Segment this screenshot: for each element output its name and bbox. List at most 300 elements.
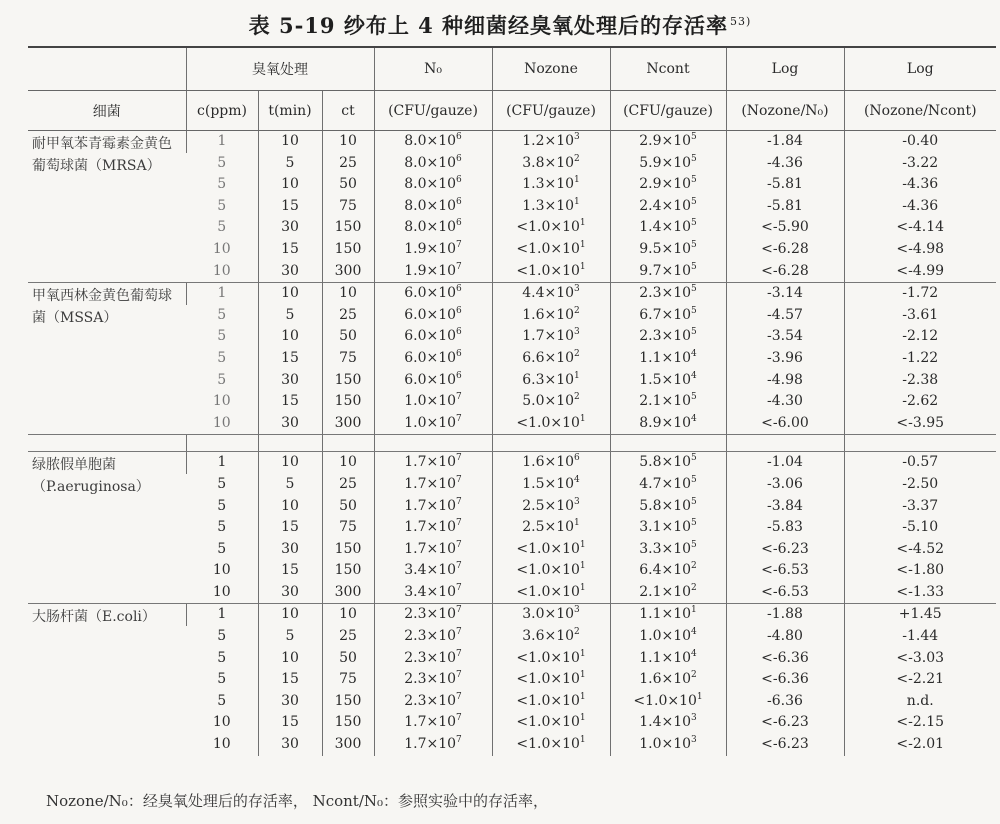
header-unit-n0: (CFU/gauze)	[374, 91, 492, 131]
cell-ncont-exponent: 2	[691, 561, 697, 572]
cell-nozone-exponent: 1	[574, 370, 580, 381]
reference-marker: 53)	[730, 15, 752, 28]
cell-ncont-mantissa: 9.7×10	[639, 262, 692, 279]
cell-ncont-mantissa: 5.9×10	[639, 154, 692, 171]
cell-nozone	[492, 261, 610, 283]
cell-log-nozone-n0: <-6.00	[726, 413, 844, 435]
cell-n0-exponent: 6	[456, 348, 462, 359]
cell-ct: 25	[322, 153, 374, 175]
cell-log-nozone-n0: -3.06	[726, 474, 844, 496]
cell-nozone	[492, 517, 610, 539]
cell-ncont	[610, 174, 726, 196]
cell-log-nozone-n0: <-6.36	[726, 669, 844, 691]
gap-cell	[28, 435, 186, 452]
cell-t-min: 15	[258, 669, 322, 691]
cell-log-nozone-ncont: <-4.14	[844, 217, 996, 239]
cell-n0-exponent: 7	[456, 239, 462, 250]
cell-ncont-exponent: 5	[691, 539, 697, 550]
cell-n0-mantissa: 1.9×10	[404, 262, 457, 279]
cell-c-ppm: 5	[217, 692, 227, 709]
cell-log-nozone-ncont: -2.38	[844, 370, 996, 392]
cell-ncont-mantissa: 1.5×10	[639, 371, 692, 388]
header-log-nozone-n0: (Nozone/N₀)	[726, 91, 844, 131]
cell-log-nozone-ncont: <-2.15	[844, 712, 996, 734]
cell-n0	[374, 517, 492, 539]
cell-n0	[374, 196, 492, 218]
cell-t-min: 30	[258, 539, 322, 561]
cell-c-ppm: 5	[217, 497, 227, 514]
cell-ncont	[610, 582, 726, 604]
cell-n0-exponent: 6	[456, 305, 462, 316]
cell-nozone-exponent: 1	[579, 561, 586, 572]
cell-ncont	[610, 452, 726, 474]
cell-ncont-mantissa: 2.3×10	[639, 328, 692, 345]
cell-log-nozone-n0: <-6.53	[726, 582, 844, 604]
cell-n0-mantissa: 1.7×10	[404, 475, 457, 492]
cell-log-nozone-ncont: <-1.33	[844, 582, 996, 604]
cell-ct: 50	[322, 648, 374, 670]
cell-ncont	[610, 539, 726, 561]
cell-ncont-mantissa: 6.4×10	[639, 562, 692, 579]
cell-t-min: 15	[258, 348, 322, 370]
cell-ncont-mantissa: 1.1×10	[639, 349, 692, 366]
header-n0: N₀	[374, 47, 492, 91]
cell-ncont-mantissa: 2.9×10	[639, 133, 692, 149]
cell-n0-mantissa: 2.3×10	[404, 692, 457, 709]
cell-nozone	[492, 153, 610, 175]
cell-log-nozone-ncont: <-2.21	[844, 669, 996, 691]
cell-nozone-exponent: 1	[579, 539, 586, 550]
cell-log-nozone-ncont: -1.72	[844, 283, 996, 305]
cell-t-min: 15	[258, 239, 322, 261]
cell-t-min: 5	[258, 153, 322, 175]
cell-nozone-mantissa: 5.0×10	[522, 393, 575, 410]
cell-nozone-exponent: 1	[579, 239, 586, 250]
cell-n0-exponent: 6	[456, 284, 462, 295]
cell-nozone	[492, 582, 610, 604]
cell-nozone-exponent: 1	[579, 648, 586, 659]
cell-n0-exponent: 6	[456, 196, 462, 207]
gap-cell	[610, 435, 726, 452]
cell-ct: 75	[322, 196, 374, 218]
cell-log-nozone-ncont: -3.37	[844, 496, 996, 518]
cell-ct: 300	[322, 582, 374, 604]
cell-ncont-exponent: 2	[691, 670, 697, 681]
cell-ncont	[610, 712, 726, 734]
cell-ncont-mantissa: 5.8×10	[639, 497, 692, 514]
cell-n0-exponent: 7	[456, 605, 462, 616]
cell-ncont-exponent: 5	[691, 196, 697, 207]
cell-t-min: 30	[258, 370, 322, 392]
cell-nozone	[492, 539, 610, 561]
cell-t-min: 5	[258, 626, 322, 648]
cell-n0-exponent: 7	[456, 518, 462, 529]
cell-log-nozone-ncont: <-1.80	[844, 560, 996, 582]
cell-n0-mantissa: 1.7×10	[404, 736, 457, 753]
cell-n0	[374, 370, 492, 392]
cell-n0-exponent: 7	[456, 713, 462, 724]
cell-nozone-exponent: 6	[574, 453, 580, 464]
cell-log-nozone-n0: -4.98	[726, 370, 844, 392]
cell-n0-mantissa: 8.0×10	[404, 219, 457, 236]
cell-t-min: 10	[258, 452, 322, 474]
gap-cell	[322, 435, 374, 452]
cell-ct: 150	[322, 217, 374, 239]
cell-ncont	[610, 626, 726, 648]
cell-n0	[374, 582, 492, 604]
cell-n0-mantissa: 2.3×10	[404, 628, 457, 645]
cell-c-ppm: 5	[217, 197, 227, 214]
cell-nozone	[492, 712, 610, 734]
cell-n0	[374, 626, 492, 648]
cell-n0-exponent: 6	[456, 153, 462, 164]
cell-ncont-exponent: 4	[691, 370, 697, 381]
cell-ncont-exponent: 4	[691, 348, 697, 359]
cell-n0	[374, 348, 492, 370]
cell-n0-exponent: 7	[456, 496, 462, 507]
section-gap	[28, 435, 996, 452]
cell-log-nozone-n0: -3.96	[726, 348, 844, 370]
cell-n0-exponent: 6	[456, 132, 462, 142]
cell-t-min: 15	[258, 391, 322, 413]
cell-ncont-exponent: 5	[691, 305, 697, 316]
cell-n0-mantissa: 8.0×10	[404, 197, 457, 214]
table-row	[28, 283, 996, 305]
cell-n0	[374, 691, 492, 713]
cell-n0-exponent: 7	[456, 691, 462, 702]
cell-t-min: 10	[258, 326, 322, 348]
bacteria-name: 绿脓假单胞菌（P.aeruginosa）	[28, 452, 186, 604]
cell-log-nozone-n0: -5.81	[726, 196, 844, 218]
cell-nozone	[492, 560, 610, 582]
cell-nozone	[492, 348, 610, 370]
cell-ncont	[610, 391, 726, 413]
cell-ncont	[610, 413, 726, 435]
cell-log-nozone-n0: -3.14	[726, 283, 844, 305]
cell-n0	[374, 648, 492, 670]
cell-n0-mantissa: 1.7×10	[404, 454, 457, 471]
cell-n0-exponent: 7	[456, 582, 462, 593]
cell-log-nozone-ncont: -4.36	[844, 196, 996, 218]
cell-n0	[374, 153, 492, 175]
cell-log-nozone-ncont: -2.62	[844, 391, 996, 413]
cell-n0-mantissa: 1.0×10	[404, 393, 457, 410]
cell-c-ppm: 5	[217, 154, 227, 171]
cell-n0-mantissa: 6.0×10	[404, 349, 457, 366]
cell-nozone-mantissa: 2.5×10	[522, 519, 575, 536]
cell-log-nozone-n0: <-6.23	[726, 734, 844, 756]
cell-ncont-exponent: 5	[691, 175, 697, 186]
cell-t-min: 5	[258, 474, 322, 496]
cell-nozone-exponent: 2	[574, 627, 580, 638]
cell-nozone-exponent: 1	[579, 261, 586, 272]
cell-nozone	[492, 391, 610, 413]
cell-nozone-mantissa: 1.5×10	[522, 475, 575, 492]
table-row	[28, 604, 996, 626]
cell-nozone	[492, 734, 610, 756]
cell-log-nozone-n0: <-6.28	[726, 239, 844, 261]
cell-n0-mantissa: 3.4×10	[404, 583, 457, 600]
header-row-2	[28, 91, 996, 131]
cell-ncont-exponent: 3	[691, 713, 697, 724]
cell-nozone-exponent: 2	[574, 392, 580, 403]
cell-c-ppm: 10	[212, 240, 231, 257]
cell-ncont-exponent: 4	[691, 413, 697, 424]
header-log-nozone-ncont: (Nozone/Ncont)	[844, 91, 996, 131]
cell-n0	[374, 669, 492, 691]
cell-ct: 10	[322, 131, 374, 153]
cell-ncont-mantissa: 1.4×10	[639, 714, 692, 731]
cell-log-nozone-ncont: <-3.03	[844, 648, 996, 670]
cell-nozone	[492, 370, 610, 392]
cell-t-min: 10	[258, 283, 322, 305]
header-row-1	[28, 47, 996, 91]
bacteria-name: 耐甲氧苯青霉素金黄色葡萄球菌（MRSA）	[28, 131, 186, 283]
cell-nozone	[492, 239, 610, 261]
cell-c-ppm: 10	[212, 262, 231, 279]
cell-c-ppm: 5	[217, 475, 227, 492]
cell-ncont-mantissa: 1.0×10	[639, 628, 692, 645]
cell-nozone-exponent: 3	[574, 132, 580, 142]
cell-c-ppm: 5	[217, 519, 227, 536]
cell-c-ppm: 5	[217, 219, 227, 236]
cell-n0	[374, 413, 492, 435]
cell-nozone-exponent: 2	[574, 153, 580, 164]
cell-nozone	[492, 648, 610, 670]
cell-ncont	[610, 261, 726, 283]
header-log-1: Log	[726, 47, 844, 91]
cell-ncont-mantissa: 2.4×10	[639, 197, 692, 214]
cell-nozone-mantissa: <1.0×10	[516, 262, 580, 279]
header-ct: ct	[322, 91, 374, 131]
cell-ct: 150	[322, 239, 374, 261]
cell-t-min: 30	[258, 734, 322, 756]
table-row	[28, 452, 996, 474]
cell-n0	[374, 539, 492, 561]
cell-ncont-mantissa: 2.1×10	[639, 393, 692, 410]
cell-n0	[374, 734, 492, 756]
cell-n0-mantissa: 1.7×10	[404, 540, 457, 557]
cell-ncont	[610, 239, 726, 261]
cell-t-min: 30	[258, 217, 322, 239]
cell-nozone	[492, 326, 610, 348]
gap-cell	[844, 435, 996, 452]
cell-ncont-exponent: 5	[691, 153, 697, 164]
cell-nozone-mantissa: <1.0×10	[516, 583, 580, 600]
header-blank	[28, 47, 186, 91]
cell-log-nozone-ncont: <-4.52	[844, 539, 996, 561]
cell-c-ppm: 1	[186, 604, 258, 626]
cell-c-ppm: 5	[217, 349, 227, 366]
cell-t-min: 10	[258, 131, 322, 153]
cell-n0-mantissa: 6.0×10	[404, 328, 457, 345]
cell-ncont-exponent: 5	[691, 284, 697, 295]
cell-log-nozone-n0: <-6.53	[726, 560, 844, 582]
cell-ct: 150	[322, 539, 374, 561]
cell-n0-mantissa: 6.0×10	[404, 306, 457, 323]
cell-n0-exponent: 7	[456, 413, 462, 424]
cell-nozone-exponent: 2	[574, 305, 580, 316]
cell-ncont	[610, 217, 726, 239]
cell-nozone	[492, 131, 610, 153]
cell-n0-mantissa: 1.7×10	[404, 714, 457, 731]
cell-nozone-exponent: 4	[574, 474, 580, 485]
cell-ncont-mantissa: 6.7×10	[639, 306, 692, 323]
cell-nozone-mantissa: <1.0×10	[516, 219, 580, 236]
cell-nozone-mantissa: 3.8×10	[522, 154, 575, 171]
cell-n0-exponent: 6	[456, 327, 462, 338]
cell-t-min: 10	[258, 174, 322, 196]
cell-nozone-exponent: 1	[579, 413, 586, 424]
cell-ncont-mantissa: 1.1×10	[639, 649, 692, 666]
cell-nozone	[492, 496, 610, 518]
cell-ncont-mantissa: 2.1×10	[639, 583, 692, 600]
cell-log-nozone-n0: -4.80	[726, 626, 844, 648]
cell-c-ppm: 10	[212, 736, 231, 753]
cell-n0-exponent: 7	[456, 474, 462, 485]
bacteria-name: 大肠杆菌（E.coli）	[28, 604, 186, 756]
cell-n0-mantissa: 3.4×10	[404, 562, 457, 579]
cell-c-ppm: 10	[212, 583, 231, 600]
cell-n0-mantissa: 2.3×10	[404, 671, 457, 688]
cell-c-ppm: 10	[212, 414, 231, 431]
cell-c-ppm: 5	[217, 371, 227, 388]
cell-n0-exponent: 7	[456, 735, 462, 746]
cell-ncont-exponent: 5	[691, 453, 697, 464]
cell-ncont-mantissa: 9.5×10	[639, 240, 692, 257]
header-unit-ncont: (CFU/gauze)	[610, 91, 726, 131]
cell-ct: 10	[322, 452, 374, 474]
cell-ct: 150	[322, 391, 374, 413]
cell-nozone	[492, 604, 610, 626]
cell-ncont-exponent: 5	[691, 496, 697, 507]
cell-ncont-mantissa: 3.3×10	[639, 540, 692, 557]
cell-ncont	[610, 196, 726, 218]
bacteria-name: 甲氧西林金黄色葡萄球菌（MSSA）	[28, 283, 186, 435]
header-ozone-treatment: 臭氧处理	[186, 47, 374, 91]
cell-n0	[374, 239, 492, 261]
cell-ncont-mantissa: 1.1×10	[639, 606, 692, 623]
cell-ct: 150	[322, 560, 374, 582]
cell-ncont-exponent: 5	[691, 218, 697, 229]
header-ncont: Ncont	[610, 47, 726, 91]
cell-ncont	[610, 604, 726, 626]
cell-t-min: 15	[258, 517, 322, 539]
cell-nozone-mantissa: 1.6×10	[522, 306, 575, 323]
cell-log-nozone-ncont: -2.50	[844, 474, 996, 496]
cell-ncont-mantissa: 2.9×10	[639, 176, 692, 193]
cell-nozone-exponent: 1	[579, 713, 586, 724]
cell-log-nozone-ncont: -3.22	[844, 153, 996, 175]
cell-c-ppm: 1	[186, 131, 258, 153]
cell-nozone-mantissa: <1.0×10	[516, 692, 580, 709]
cell-c-ppm: 5	[217, 628, 227, 645]
cell-nozone-exponent: 1	[579, 735, 586, 746]
cell-t-min: 5	[258, 305, 322, 327]
cell-n0-mantissa: 1.9×10	[404, 240, 457, 257]
cell-nozone-mantissa: 6.6×10	[522, 349, 575, 366]
cell-ncont-exponent: 1	[696, 691, 703, 702]
cell-nozone-mantissa: 6.3×10	[522, 371, 575, 388]
table-title-text: 表 5-19 纱布上 4 种细菌经臭氧处理后的存活率	[248, 13, 729, 38]
cell-ncont	[610, 496, 726, 518]
cell-ncont-exponent: 5	[691, 518, 697, 529]
header-concentration: c(ppm)	[186, 91, 258, 131]
cell-ct: 75	[322, 517, 374, 539]
cell-ct: 300	[322, 261, 374, 283]
cell-nozone	[492, 452, 610, 474]
cell-nozone-mantissa: <1.0×10	[516, 414, 580, 431]
cell-nozone-exponent: 1	[574, 175, 580, 186]
cell-ncont-exponent: 5	[691, 132, 697, 142]
header-unit-nozone: (CFU/gauze)	[492, 91, 610, 131]
cell-log-nozone-n0: <-5.90	[726, 217, 844, 239]
cell-n0	[374, 391, 492, 413]
cell-log-nozone-n0: -4.36	[726, 153, 844, 175]
cell-ncont-exponent: 5	[691, 327, 697, 338]
cell-n0	[374, 174, 492, 196]
cell-log-nozone-ncont: -5.10	[844, 517, 996, 539]
gap-cell	[492, 435, 610, 452]
cell-ct: 10	[322, 604, 374, 626]
cell-ncont	[610, 348, 726, 370]
cell-nozone-exponent: 1	[579, 691, 586, 702]
cell-ct: 50	[322, 326, 374, 348]
cell-n0-exponent: 7	[456, 627, 462, 638]
cell-n0-mantissa: 1.0×10	[404, 414, 457, 431]
cell-nozone-mantissa: <1.0×10	[516, 240, 580, 257]
cell-t-min: 30	[258, 261, 322, 283]
cell-n0	[374, 452, 492, 474]
cell-ncont	[610, 370, 726, 392]
cell-ncont-exponent: 1	[691, 605, 697, 616]
gap-cell	[258, 435, 322, 452]
cell-nozone-exponent: 3	[574, 605, 580, 616]
cell-c-ppm: 5	[217, 649, 227, 666]
table-row	[28, 131, 996, 153]
cell-log-nozone-ncont: <-4.98	[844, 239, 996, 261]
cell-nozone-mantissa: 1.3×10	[522, 176, 575, 193]
cell-t-min: 10	[258, 648, 322, 670]
cell-n0-mantissa: 1.7×10	[404, 519, 457, 536]
cell-c-ppm: 10	[212, 714, 231, 731]
cell-nozone-exponent: 1	[574, 518, 580, 529]
cell-n0	[374, 131, 492, 153]
cell-n0-exponent: 6	[456, 175, 462, 186]
cell-nozone-exponent: 3	[574, 327, 580, 338]
cell-log-nozone-n0: <-6.36	[726, 648, 844, 670]
cell-log-nozone-n0: -1.04	[726, 452, 844, 474]
cell-ncont	[610, 305, 726, 327]
cell-ncont-mantissa: 8.9×10	[639, 414, 692, 431]
cell-ncont-exponent: 5	[691, 239, 697, 250]
cell-nozone-mantissa: 2.5×10	[522, 497, 575, 514]
cell-log-nozone-n0: -5.81	[726, 174, 844, 196]
cell-nozone-mantissa: <1.0×10	[516, 714, 580, 731]
cell-t-min: 30	[258, 413, 322, 435]
cell-nozone	[492, 669, 610, 691]
cell-log-nozone-ncont: -1.22	[844, 348, 996, 370]
cell-nozone-mantissa: 1.3×10	[522, 197, 575, 214]
cell-ct: 300	[322, 734, 374, 756]
cell-log-nozone-ncont: -0.40	[844, 131, 996, 153]
gap-cell	[726, 435, 844, 452]
header-log-2: Log	[844, 47, 996, 91]
cell-log-nozone-ncont: -3.61	[844, 305, 996, 327]
cell-n0	[374, 496, 492, 518]
cell-log-nozone-n0: <-6.28	[726, 261, 844, 283]
cell-n0-mantissa: 2.3×10	[404, 606, 457, 623]
